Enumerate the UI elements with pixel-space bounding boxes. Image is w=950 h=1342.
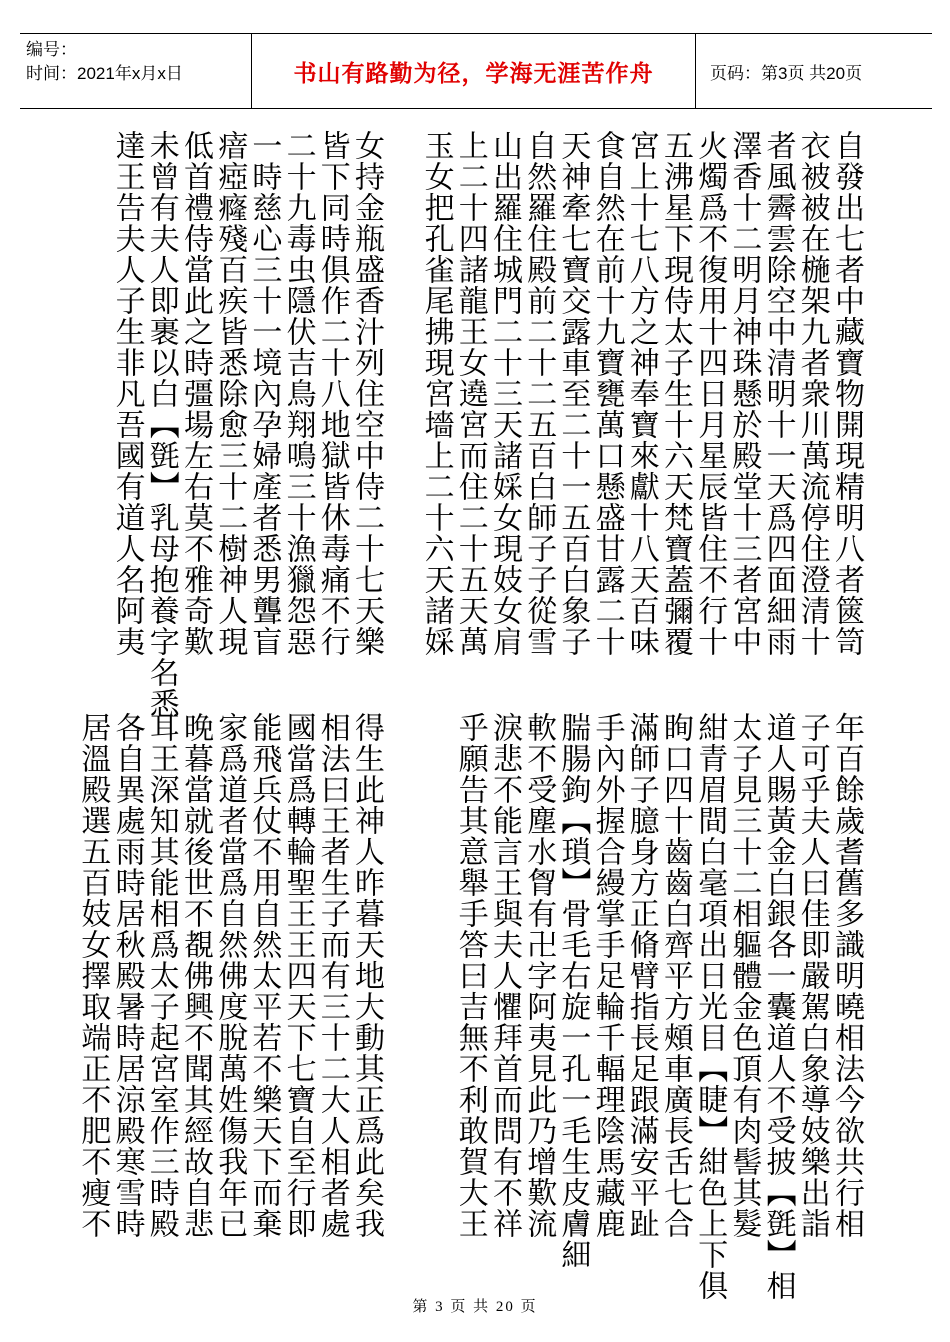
text-column: 食自然在前十九寶甕萬口懸盛甘露二十 <box>589 130 625 657</box>
text-column: 年百餘歲耆舊多識明曉相法今欲共行相 <box>829 712 864 1239</box>
text-column: 瘖瘂癃殘百疾皆悉除愈三十二樹神人現 <box>212 130 248 657</box>
text-column: 衣被被在椸架九者衆川萬流停住澄清十 <box>794 130 830 657</box>
text-column: 淚悲不能言王與夫人懼拜首而問有不祥 <box>487 712 522 1239</box>
header-motto: 书山有路勤为径，学海无涯苦作舟 <box>252 34 696 108</box>
text-column: 達王告夫人子生非凡吾國有道人名阿夷 <box>109 130 145 657</box>
text-column: 低首禮侍當此之時彊場左右莫不雅奇歎 <box>178 130 213 657</box>
text-column: 能飛兵仗不用自然太平若不樂天下而棄 <box>246 712 282 1239</box>
text-column: 國當爲轉輪聖王王四天下七寶自至行即 <box>280 712 316 1239</box>
page-footer: 第 3 页 共 20 页 <box>412 1299 538 1315</box>
text-column: 相法曰王者生子而有三十二大人相者處 <box>314 712 350 1239</box>
text-column: 得生此神人昨暮天地大動其正爲此矣我 <box>349 712 384 1239</box>
text-column: 上二十四諸龍王女遶宮而住二十五天萬 <box>452 130 488 657</box>
text-column: 眴口四十齒齒白齊平方頰車廣長舌七合 <box>658 712 693 1239</box>
text-column: 玉女把孔雀尾拂現宮墻上二十六天諸婇 <box>418 130 454 657</box>
text-column: 宮上十七八方之神奉寶來獻十八天百味 <box>623 130 659 657</box>
text-column: 澤香十二明月神珠懸於殿堂十三者宮中 <box>726 130 762 657</box>
text-column: 道人賜黃金白銀各一囊道人不受披【㲪】相 <box>760 712 796 1301</box>
text-column: 滿師子臆身方正脩臂指長足跟滿安平趾 <box>623 712 659 1239</box>
text-column: 二十九毒虫隱伏吉鳥翔鳴三十漁獵怨惡 <box>280 130 316 657</box>
text-column: 手內外握合縵掌手足輪千輻理陰馬藏鹿 <box>589 712 625 1239</box>
text-column: 山出羅住城門二十三天諸婇女現妓女肩 <box>487 130 522 657</box>
text-column: 耳王深知其能相爲太子起宮室作三時殿 <box>143 712 179 1239</box>
page-header <box>20 33 932 109</box>
text-column: 一時慈心三十一境內孕婦產者悉男聾盲 <box>246 130 282 657</box>
text-column: 女持金瓶盛香汁列住空中侍二十七天樂 <box>349 130 384 657</box>
header-page-label: 页码：第3页 共20页 <box>710 63 863 83</box>
text-column: 天神牽七寶交露車至二十一五百白象子 <box>555 130 591 657</box>
text-column: 乎願告其意舉手答曰吉無不利敢賀大王 <box>452 712 488 1239</box>
text-column: 腨腸鉤【瑣】骨毛右旋一孔一毛生皮膚細 <box>555 712 591 1270</box>
text-column: 皆下同時俱作二十八地獄皆休毒痛不行 <box>314 130 350 657</box>
text-column: 子可乎夫人曰佳即嚴駕白象導妓樂出詣 <box>794 712 830 1239</box>
header-meta <box>20 34 252 108</box>
number-label: 编号： <box>26 40 77 59</box>
text-column: 太子見三十二相軀體金色頂有肉髻其髮 <box>726 712 762 1239</box>
text-column: 火燭爲不復用十四日月星辰皆住不行十 <box>692 130 728 657</box>
text-column: 者風霽雲除空中清明十一天爲四面細雨 <box>760 130 796 657</box>
text-column: 自然羅住殿前二十二五百白師子子從雪 <box>521 130 557 657</box>
text-column: 家爲道者當爲自然佛度脫萬姓傷我年已 <box>212 712 248 1239</box>
text-column: 自發出七者中藏寶物開現精明八者篋笥 <box>829 130 864 657</box>
text-column: 軟不受塵水胷有卍字阿夷見此乃增歎流 <box>521 712 557 1239</box>
time-label: 时间：2021年x月x日 <box>26 64 183 83</box>
text-column: 五沸星下現侍太子生十六天梵寶蓋彌覆 <box>658 130 693 657</box>
text-column: 紺青眉間白毫項出日光目【睫】紺色上下俱 <box>692 712 728 1301</box>
text-column: 各自異處雨時居秋殿暑時居涼殿寒雪時 <box>109 712 145 1239</box>
text-column: 居溫殿選五百妓女擇取端正不肥不瘦不 <box>75 712 111 1239</box>
text-column: 未曾有夫人即裹以白【㲪】乳母抱養字名悉 <box>143 130 179 719</box>
text-column: 晚暮當就後世不覩佛興不聞其經故自悲 <box>178 712 213 1239</box>
